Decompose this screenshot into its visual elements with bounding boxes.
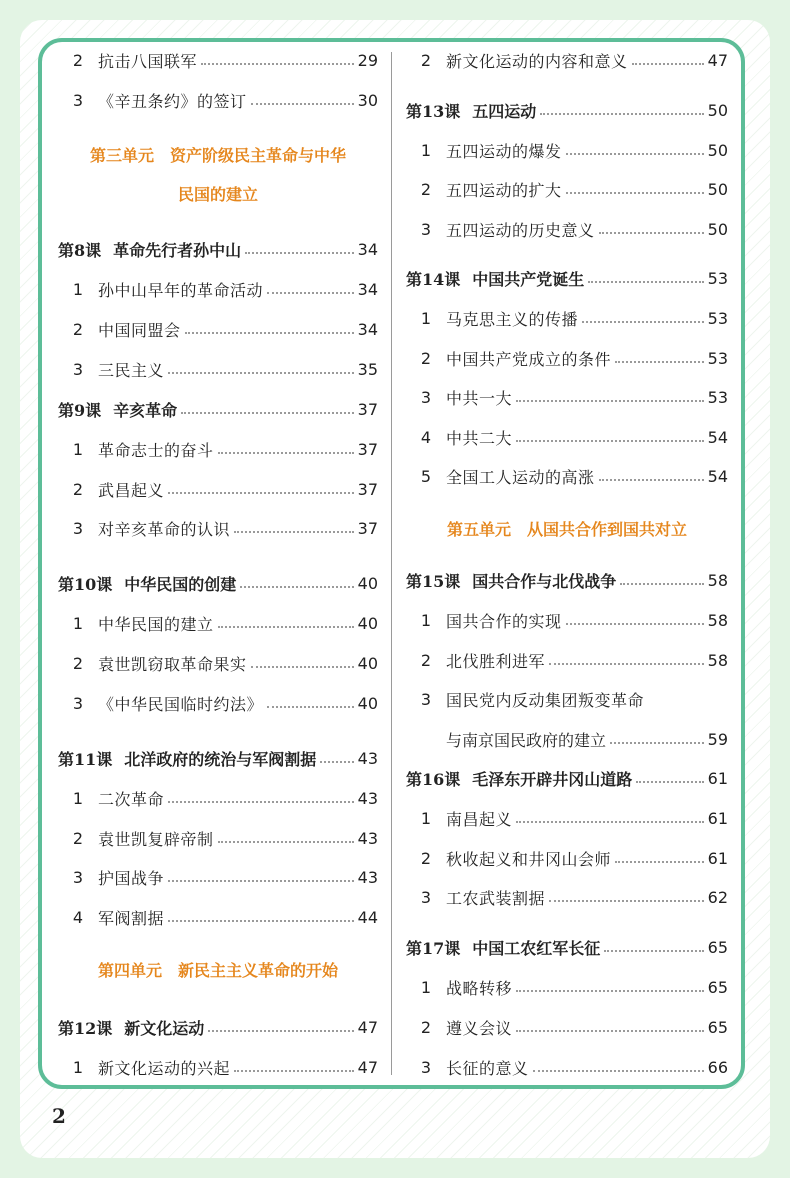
entry-title: 中共一大 <box>446 388 513 408</box>
toc-entry-row[interactable] <box>58 1052 378 1082</box>
dot-leader <box>245 252 353 254</box>
entry-title: 全国工人运动的高涨 <box>446 467 595 487</box>
toc-entry-row[interactable] <box>58 608 378 638</box>
entry-number: 1 <box>72 788 84 808</box>
lesson-number: 第17课 <box>406 938 461 958</box>
dot-leader <box>185 332 354 334</box>
dot-leader <box>549 663 704 665</box>
entry-title: 国民党内反动集团叛变革命 <box>446 690 645 710</box>
page-ref: 47 <box>357 1017 378 1037</box>
entry-title: 护国战争 <box>98 868 165 888</box>
dot-leader <box>218 841 354 843</box>
entry-number: 3 <box>72 518 84 538</box>
entry-number: 3 <box>420 689 432 709</box>
unit-heading: 第三单元 资产阶级民主革命与中华 <box>89 146 346 165</box>
entry-title: 武昌起义 <box>98 480 165 500</box>
dot-leader <box>168 492 354 494</box>
lesson-title: 北洋政府的统治与军阀割据 <box>124 749 317 769</box>
toc-lesson-row[interactable] <box>58 234 378 264</box>
page-ref: 29 <box>357 50 378 70</box>
toc-entry-row[interactable] <box>406 724 728 754</box>
lesson-title: 辛亥革命 <box>113 400 178 420</box>
dot-leader <box>267 292 354 294</box>
page-ref: 58 <box>707 610 728 630</box>
lesson-number: 第10课 <box>58 574 113 594</box>
toc-entry-row[interactable] <box>58 783 378 813</box>
page-ref: 37 <box>357 518 378 538</box>
dot-leader <box>168 880 354 882</box>
dot-leader <box>168 372 354 374</box>
entry-title: 《中华民国临时约法》 <box>98 694 264 714</box>
entry-number: 1 <box>72 613 84 633</box>
dot-leader <box>549 900 704 902</box>
entry-number: 2 <box>72 828 84 848</box>
dot-leader <box>632 63 704 65</box>
dot-leader <box>234 1070 354 1072</box>
page-ref: 40 <box>357 693 378 713</box>
lesson-number: 第15课 <box>406 571 461 591</box>
entry-title: 袁世凯窃取革命果实 <box>98 654 247 674</box>
toc-entry-row[interactable] <box>406 303 728 333</box>
toc-entry-row[interactable] <box>406 214 728 244</box>
entry-title: 新文化运动的内容和意义 <box>446 51 628 71</box>
dot-leader <box>582 321 704 323</box>
dot-leader <box>251 103 354 105</box>
dot-leader <box>615 361 704 363</box>
entry-number: 5 <box>420 466 432 486</box>
page-ref: 61 <box>707 768 728 788</box>
page-ref: 50 <box>707 219 728 239</box>
toc-entry-row[interactable] <box>58 902 378 932</box>
entry-number: 2 <box>420 50 432 70</box>
page-ref: 50 <box>707 100 728 120</box>
entry-number: 1 <box>420 977 432 997</box>
page-ref: 58 <box>707 650 728 670</box>
page-ref: 61 <box>707 808 728 828</box>
entry-number: 3 <box>72 867 84 887</box>
toc-entry-row[interactable] <box>58 314 378 344</box>
page-ref: 65 <box>707 1017 728 1037</box>
entry-title: 长征的意义 <box>446 1058 529 1078</box>
entry-number: 1 <box>420 140 432 160</box>
dot-leader <box>604 950 703 952</box>
entry-number: 4 <box>420 427 432 447</box>
unit-heading: 民国的建立 <box>177 185 258 204</box>
toc-entry-row[interactable] <box>406 174 728 204</box>
lesson-number: 第11课 <box>58 749 113 769</box>
dot-leader <box>218 626 354 628</box>
entry-title: 袁世凯复辟帝制 <box>98 829 214 849</box>
lesson-number: 第9课 <box>58 400 102 420</box>
entry-number: 2 <box>420 179 432 199</box>
page-ref: 34 <box>357 319 378 339</box>
page-ref: 43 <box>357 788 378 808</box>
lesson-number: 第8课 <box>58 240 102 260</box>
entry-number: 2 <box>420 650 432 670</box>
entry-number: 1 <box>420 610 432 630</box>
toc-entry-row[interactable] <box>406 343 728 373</box>
toc-entry-row[interactable] <box>406 803 728 833</box>
entry-title: 秋收起义和井冈山会师 <box>446 849 612 869</box>
toc-entry-row[interactable] <box>58 823 378 853</box>
dot-leader <box>516 400 704 402</box>
dot-leader <box>540 113 703 115</box>
dot-leader <box>218 452 354 454</box>
toc-entry-row[interactable] <box>58 862 378 892</box>
dot-leader <box>516 990 704 992</box>
toc-entry-row[interactable] <box>406 45 728 75</box>
page-ref: 37 <box>357 399 378 419</box>
entry-number: 3 <box>420 387 432 407</box>
page-ref: 35 <box>357 359 378 379</box>
page-ref: 44 <box>357 907 378 927</box>
entry-number: 2 <box>420 348 432 368</box>
dot-leader <box>251 666 354 668</box>
toc-entry-row[interactable] <box>406 684 728 714</box>
dot-leader <box>240 586 353 588</box>
toc-lesson-row[interactable] <box>58 568 378 598</box>
entry-title: 五四运动的历史意义 <box>446 220 595 240</box>
entry-title: 战略转移 <box>446 978 513 998</box>
lesson-title: 中华民国的创建 <box>124 574 237 594</box>
page-ref: 30 <box>357 90 378 110</box>
dot-leader <box>168 801 354 803</box>
dot-leader <box>620 583 703 585</box>
page-ref: 66 <box>707 1057 728 1077</box>
toc-entry-row[interactable] <box>406 422 728 452</box>
lesson-number: 第13课 <box>406 101 461 121</box>
dot-leader <box>566 153 704 155</box>
toc-lesson-row[interactable] <box>58 394 378 424</box>
dot-leader <box>566 192 704 194</box>
lesson-title: 五四运动 <box>472 101 537 121</box>
entry-title: 五四运动的扩大 <box>446 180 562 200</box>
page-ref: 47 <box>707 50 728 70</box>
entry-title: 《辛丑条约》的签订 <box>98 91 247 111</box>
entry-number: 2 <box>72 319 84 339</box>
toc-entry-row[interactable] <box>58 648 378 678</box>
entry-title: 孙中山早年的革命活动 <box>98 280 264 300</box>
entry-number: 2 <box>72 653 84 673</box>
page-ref: 54 <box>707 427 728 447</box>
lesson-title: 中国共产党诞生 <box>472 269 585 289</box>
page-ref: 53 <box>707 387 728 407</box>
entry-number: 3 <box>72 359 84 379</box>
toc-entry-row[interactable] <box>406 882 728 912</box>
lesson-title: 革命先行者孙中山 <box>113 240 242 260</box>
toc-entry-row[interactable] <box>406 1012 728 1042</box>
entry-title: 新文化运动的兴起 <box>98 1058 231 1078</box>
dot-leader <box>516 440 704 442</box>
page-ref: 34 <box>357 279 378 299</box>
entry-number: 1 <box>420 808 432 828</box>
lesson-number: 第12课 <box>58 1018 113 1038</box>
page-ref: 34 <box>357 239 378 259</box>
entry-title: 中国共产党成立的条件 <box>446 349 612 369</box>
toc-entry-row[interactable] <box>58 274 378 304</box>
toc-entry-row[interactable] <box>58 354 378 384</box>
entry-title: 国共合作的实现 <box>446 611 562 631</box>
entry-number: 3 <box>72 693 84 713</box>
toc-entry-row[interactable] <box>406 645 728 675</box>
dot-leader <box>516 821 704 823</box>
toc-entry-row[interactable] <box>406 461 728 491</box>
entry-number: 2 <box>72 479 84 499</box>
toc-entry-row[interactable] <box>406 135 728 165</box>
page-ref: 62 <box>707 887 728 907</box>
page-ref: 47 <box>357 1057 378 1077</box>
unit-heading: 第五单元 从国共合作到国共对立 <box>446 520 687 539</box>
dot-leader <box>168 920 354 922</box>
page-ref: 40 <box>357 613 378 633</box>
toc-lesson-row[interactable] <box>406 95 728 125</box>
page-ref: 43 <box>357 828 378 848</box>
entry-title: 北伐胜利进军 <box>446 651 546 671</box>
page-ref: 53 <box>707 308 728 328</box>
entry-title: 五四运动的爆发 <box>446 141 562 161</box>
entry-title: 对辛亥革命的认识 <box>98 519 231 539</box>
toc-entry-row[interactable] <box>58 688 378 718</box>
toc-entry-row[interactable] <box>406 972 728 1002</box>
toc-entry-row[interactable] <box>58 434 378 464</box>
entry-number: 1 <box>72 1057 84 1077</box>
page-ref: 54 <box>707 466 728 486</box>
entry-number: 3 <box>420 1057 432 1077</box>
toc-lesson-row[interactable] <box>58 743 378 773</box>
entry-title: 中华民国的建立 <box>98 614 214 634</box>
dot-leader <box>516 1030 704 1032</box>
dot-leader <box>615 861 704 863</box>
entry-number: 2 <box>72 50 84 70</box>
page-ref: 65 <box>707 937 728 957</box>
toc-entry-row[interactable] <box>406 843 728 873</box>
entry-title: 中共二大 <box>446 428 513 448</box>
entry-number: 3 <box>72 90 84 110</box>
entry-title: 二次革命 <box>98 789 165 809</box>
page-ref: 43 <box>357 748 378 768</box>
column-divider <box>391 52 392 1075</box>
dot-leader <box>599 232 704 234</box>
entry-title: 中国同盟会 <box>98 320 181 340</box>
toc-entry-row[interactable] <box>406 605 728 635</box>
entry-title: 军阀割据 <box>98 908 165 928</box>
entry-number: 2 <box>420 1017 432 1037</box>
dot-leader <box>636 781 703 783</box>
dot-leader <box>533 1070 704 1072</box>
entry-title: 遵义会议 <box>446 1018 513 1038</box>
page-ref: 59 <box>707 729 728 749</box>
dot-leader <box>208 1030 353 1032</box>
dot-leader <box>181 412 353 414</box>
page-ref: 37 <box>357 479 378 499</box>
entry-title: 马克思主义的传播 <box>446 309 579 329</box>
lesson-number: 第14课 <box>406 269 461 289</box>
lesson-title: 国共合作与北伐战争 <box>472 571 617 591</box>
entry-number: 4 <box>72 907 84 927</box>
page-ref: 40 <box>357 573 378 593</box>
toc-entry-row[interactable] <box>406 1052 728 1082</box>
page-number: 2 <box>52 1104 66 1128</box>
toc-entry-row[interactable] <box>58 474 378 504</box>
entry-number: 1 <box>420 308 432 328</box>
entry-number: 1 <box>72 279 84 299</box>
lesson-title: 毛泽东开辟井冈山道路 <box>472 769 633 789</box>
lesson-title: 中国工农红军长征 <box>472 938 601 958</box>
dot-leader <box>267 706 354 708</box>
page-ref: 58 <box>707 570 728 590</box>
entry-title: 南昌起义 <box>446 809 513 829</box>
entry-title: 三民主义 <box>98 360 165 380</box>
dot-leader <box>201 63 354 65</box>
dot-leader <box>588 281 703 283</box>
toc-lesson-row[interactable] <box>58 1012 378 1042</box>
toc-entry-row[interactable] <box>58 513 378 543</box>
entry-number: 3 <box>420 887 432 907</box>
toc-lesson-row[interactable] <box>406 263 728 293</box>
dot-leader <box>320 761 353 763</box>
toc-entry-row[interactable] <box>58 85 378 115</box>
page-ref: 50 <box>707 140 728 160</box>
toc-lesson-row[interactable] <box>406 932 728 962</box>
page-ref: 53 <box>707 268 728 288</box>
page-ref: 61 <box>707 848 728 868</box>
entry-number: 3 <box>420 219 432 239</box>
page-ref: 37 <box>357 439 378 459</box>
entry-title: 抗击八国联军 <box>98 51 198 71</box>
dot-leader <box>566 623 704 625</box>
toc-lesson-row[interactable] <box>406 565 728 595</box>
toc-lesson-row[interactable] <box>406 763 728 793</box>
entry-title: 与南京国民政府的建立 <box>446 730 607 750</box>
entry-title: 革命志士的奋斗 <box>98 440 214 460</box>
page-ref: 43 <box>357 867 378 887</box>
dot-leader <box>599 479 704 481</box>
lesson-title: 新文化运动 <box>124 1018 205 1038</box>
page-ref: 40 <box>357 653 378 673</box>
entry-number: 2 <box>420 848 432 868</box>
toc-entry-row[interactable] <box>406 382 728 412</box>
dot-leader <box>610 742 704 744</box>
page-ref: 50 <box>707 179 728 199</box>
toc-entry-row[interactable] <box>58 45 378 75</box>
page-ref: 53 <box>707 348 728 368</box>
unit-heading: 第四单元 新民主主义革命的开始 <box>97 961 338 980</box>
page-ref: 65 <box>707 977 728 997</box>
lesson-number: 第16课 <box>406 769 461 789</box>
dot-leader <box>234 531 354 533</box>
entry-title: 工农武装割据 <box>446 888 546 908</box>
entry-number: 1 <box>72 439 84 459</box>
